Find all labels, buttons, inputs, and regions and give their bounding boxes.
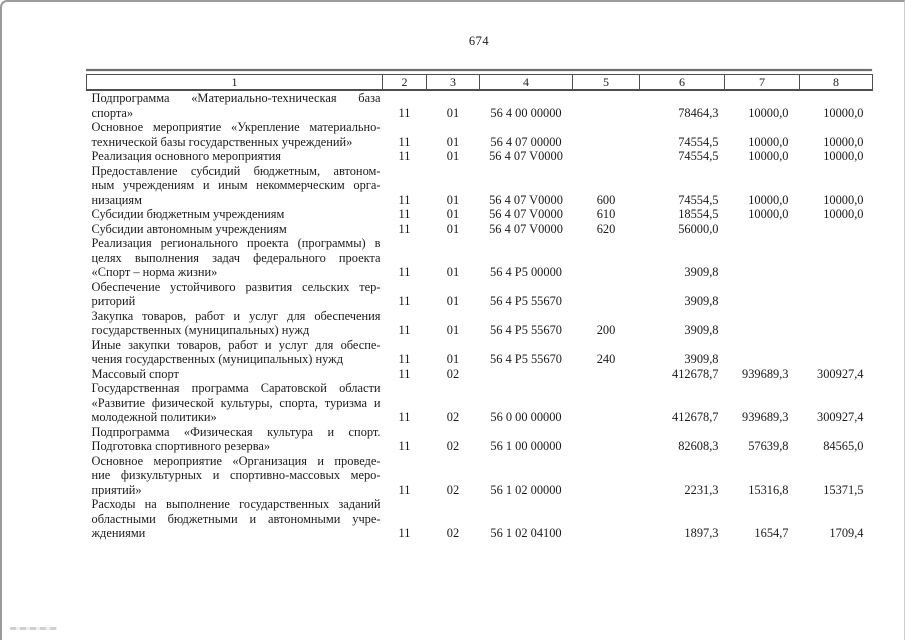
row-c5-cell <box>573 90 640 120</box>
row-c3-cell: 01 <box>446 105 460 120</box>
row-name-cell <box>87 367 383 382</box>
row-name-cell <box>87 309 383 338</box>
row-c8-cell <box>800 280 873 309</box>
row-c7-cell <box>725 280 800 309</box>
row-c8-cell <box>800 338 873 367</box>
row-name-line: «Спорт – норма жизни» <box>91 265 218 279</box>
scan-artifact-smudge <box>10 627 57 630</box>
row-c2-cell: 11 <box>398 221 411 236</box>
row-c4-cell: 56 4 07 V0000 <box>489 149 563 163</box>
header-cell-8: 8 <box>800 75 873 91</box>
table-row <box>87 309 873 338</box>
row-c6-cell: 3909,8 <box>684 265 719 279</box>
row-name-cell <box>87 90 383 120</box>
row-c8-cell <box>800 236 873 280</box>
row-c4-cell: 56 4 07 V0000 <box>489 192 563 207</box>
row-name-line: чения государственных (муниципальных) нужд <box>91 352 344 366</box>
row-c8-cell <box>800 309 873 338</box>
row-c8-cell: 10000,0 <box>823 134 864 149</box>
row-c3-cell: 02 <box>446 482 460 497</box>
row-c6-cell: 74554,5 <box>678 134 719 149</box>
row-c7-cell: 10000,0 <box>748 149 789 163</box>
row-c7-cell: 939689,3 <box>742 366 789 381</box>
row-c2-cell: 11 <box>398 192 411 207</box>
row-c4-cell <box>480 367 573 382</box>
row-c8-cell: 10000,0 <box>823 149 864 163</box>
row-c6-cell: 78464,3 <box>678 105 719 120</box>
row-name-line: Массовый спорт <box>91 366 179 381</box>
row-c4-cell: 56 4 00 00000 <box>490 105 562 120</box>
row-c2-cell: 11 <box>398 294 411 308</box>
row-c4-cell: 56 1 00 00000 <box>490 439 562 453</box>
table-row <box>87 338 873 367</box>
table-row <box>87 90 873 120</box>
page-number: 674 <box>468 34 490 48</box>
row-c3-cell: 01 <box>446 221 460 236</box>
row-name-line: Субсидии бюджетным учреждениям <box>91 207 285 221</box>
row-c3-cell: 01 <box>446 149 460 163</box>
row-name-line: областными бюджетными и автономными учре- <box>91 511 381 526</box>
row-c4-cell: 56 4 P5 55670 <box>490 323 562 337</box>
row-c5-cell: 240 <box>596 352 616 366</box>
row-c5-cell <box>573 280 640 309</box>
row-c8-cell: 10000,0 <box>823 192 864 207</box>
row-c7-cell: 10000,0 <box>748 192 789 207</box>
row-name-line: спорта» <box>91 105 134 120</box>
row-c5-cell <box>573 367 640 382</box>
row-c6-cell: 18554,5 <box>678 207 719 221</box>
row-name-line: приятий» <box>91 482 142 497</box>
row-c2-cell: 11 <box>398 482 411 497</box>
row-c6-cell: 3909,8 <box>684 323 719 337</box>
budget-table-container <box>86 69 872 541</box>
row-name-line: «Развитие физической культуры, спорта, туризма и <box>91 395 381 410</box>
row-name-line: Подпрограмма «Материально-техническая база <box>91 91 381 105</box>
row-c3-cell: 01 <box>446 294 460 308</box>
row-c4-cell: 56 4 P5 00000 <box>490 265 562 279</box>
row-name-line: Закупка товаров, работ и услуг для обеспечения <box>91 308 381 323</box>
row-name-cell <box>87 280 383 309</box>
row-c6-cell: 74554,5 <box>678 149 719 163</box>
header-cell-1: 1 <box>87 75 383 91</box>
row-c2-cell: 11 <box>398 526 411 540</box>
row-c5-cell <box>573 120 640 149</box>
table-row <box>87 120 873 149</box>
row-c3-cell: 01 <box>446 192 460 207</box>
header-cell-3: 3 <box>427 75 480 91</box>
row-name-cell <box>87 164 383 208</box>
row-name-line: Реализация регионального проекта (программы) в <box>91 236 381 250</box>
row-c3-cell: 02 <box>446 366 460 381</box>
table-row <box>87 381 873 425</box>
row-c5-cell: 620 <box>596 221 616 236</box>
row-c3-cell: 01 <box>446 352 460 366</box>
row-c2-cell: 11 <box>398 265 411 279</box>
row-name-cell <box>87 454 383 498</box>
row-c6-cell: 74554,5 <box>678 192 719 207</box>
row-name-line: Субсидии автономным учреждениям <box>91 221 287 236</box>
row-c4-cell: 56 4 P5 55670 <box>490 352 562 366</box>
row-c8-cell: 300927,4 <box>817 366 864 381</box>
table-row <box>87 207 873 222</box>
header-cell-5: 5 <box>573 75 640 91</box>
row-name-line: Основное мероприятие «Организация и проведе- <box>91 453 381 468</box>
table-row <box>87 149 873 164</box>
row-c3-cell: 01 <box>446 265 460 279</box>
row-c6-cell: 1897,3 <box>684 526 719 540</box>
row-c4-cell: 56 4 07 V0000 <box>489 207 563 221</box>
row-name-line: ным учреждениям и иным некоммерческим орга- <box>91 178 381 192</box>
row-c4-cell: 56 4 07 00000 <box>490 134 562 149</box>
table-row <box>87 425 873 454</box>
row-c8-cell: 15371,5 <box>823 482 864 497</box>
row-c4-cell: 56 1 02 04100 <box>490 526 562 540</box>
table-row <box>87 236 873 280</box>
row-c8-cell: 1709,4 <box>829 526 864 540</box>
row-c6-cell: 3909,8 <box>684 352 719 366</box>
table-row <box>87 367 873 382</box>
table-top-rule <box>86 69 872 71</box>
header-cell-6: 6 <box>640 75 725 91</box>
row-name-line: ждениями <box>91 526 146 540</box>
table-row <box>87 280 873 309</box>
row-c2-cell: 11 <box>398 410 411 424</box>
row-name-line: Расходы на выполнение государственных заданий <box>91 497 381 511</box>
row-c5-cell <box>573 497 640 541</box>
row-c8-cell: 10000,0 <box>823 105 864 120</box>
row-c6-cell: 412678,7 <box>672 410 719 424</box>
row-name-cell <box>87 236 383 280</box>
row-c7-cell: 939689,3 <box>742 410 789 424</box>
row-name-cell <box>87 120 383 149</box>
row-c3-cell: 02 <box>446 410 460 424</box>
row-c6-cell: 3909,8 <box>684 294 719 308</box>
row-name-cell <box>87 425 383 454</box>
row-c2-cell: 11 <box>398 439 411 453</box>
row-c5-cell <box>573 425 640 454</box>
row-c5-cell: 610 <box>596 207 616 221</box>
header-cell-2: 2 <box>383 75 427 91</box>
row-c8-cell: 10000,0 <box>823 207 864 221</box>
row-c7-cell <box>725 309 800 338</box>
row-c2-cell: 11 <box>398 149 411 163</box>
table-header-row <box>87 75 873 91</box>
row-c5-cell <box>573 381 640 425</box>
row-c4-cell: 56 4 07 V0000 <box>489 221 563 236</box>
row-name-cell <box>87 207 383 222</box>
row-c6-cell: 82608,3 <box>678 439 719 453</box>
row-c7-cell <box>725 338 800 367</box>
row-name-line: Иные закупки товаров, работ и услуг для обеспе- <box>91 337 381 352</box>
row-c3-cell: 02 <box>446 526 460 540</box>
row-c2-cell: 11 <box>398 134 411 149</box>
row-c3-cell: 01 <box>446 207 460 221</box>
row-c7-cell <box>725 236 800 280</box>
table-row <box>87 454 873 498</box>
row-c8-cell: 300927,4 <box>817 410 864 424</box>
row-c7-cell: 15316,8 <box>748 482 789 497</box>
header-cell-4: 4 <box>480 75 573 91</box>
budget-table <box>86 74 873 541</box>
row-c3-cell: 02 <box>446 439 460 453</box>
row-name-line: Предоставление субсидий бюджетным, автоном- <box>91 163 381 178</box>
row-c5-cell <box>573 236 640 280</box>
row-name-line: Основное мероприятие «Укрепление материально- <box>91 120 381 134</box>
row-name-line: низациям <box>91 192 142 207</box>
row-name-cell <box>87 222 383 237</box>
row-c2-cell: 11 <box>398 366 411 381</box>
row-c2-cell: 11 <box>398 352 411 366</box>
row-c6-cell: 2231,3 <box>684 482 719 497</box>
row-name-line: Реализация основного мероприятия <box>91 149 281 163</box>
row-c2-cell: 11 <box>398 323 411 337</box>
budget-table-body <box>87 90 873 541</box>
table-row <box>87 222 873 237</box>
row-c8-cell: 84565,0 <box>823 439 864 453</box>
row-c6-cell: 56000,0 <box>678 221 719 236</box>
row-c5-cell <box>573 149 640 164</box>
row-c7-cell: 1654,7 <box>754 526 789 540</box>
row-name-line: целях выполнения задач федерального проекта <box>91 250 381 265</box>
row-name-line: ние физкультурных и спортивно-массовых меро- <box>91 468 381 482</box>
row-c8-cell <box>800 222 873 237</box>
row-name-line: Подпрограмма «Физическая культура и спорт. <box>91 424 381 439</box>
table-row <box>87 497 873 541</box>
row-c4-cell: 56 0 00 00000 <box>490 410 562 424</box>
row-c3-cell: 01 <box>446 323 460 337</box>
header-cell-7: 7 <box>725 75 800 91</box>
row-name-cell <box>87 149 383 164</box>
row-c2-cell: 11 <box>398 207 411 221</box>
row-c6-cell: 412678,7 <box>672 366 719 381</box>
row-c5-cell <box>573 454 640 498</box>
row-c2-cell: 11 <box>398 105 411 120</box>
row-c7-cell <box>725 222 800 237</box>
row-c5-cell: 600 <box>596 192 616 207</box>
row-name-line: молодежной политики» <box>91 410 217 424</box>
row-name-line: Обеспечение устойчивого развития сельских тер- <box>91 279 381 294</box>
row-name-cell <box>87 381 383 425</box>
row-name-cell <box>87 497 383 541</box>
row-c7-cell: 10000,0 <box>748 105 789 120</box>
row-c4-cell: 56 1 02 00000 <box>490 482 562 497</box>
row-c7-cell: 10000,0 <box>748 207 789 221</box>
table-row <box>87 164 873 208</box>
row-name-line: Государственная программа Саратовской области <box>91 381 381 395</box>
row-c5-cell: 200 <box>596 323 616 337</box>
row-c4-cell: 56 4 P5 55670 <box>490 294 562 308</box>
row-name-line: технической базы государственных учреждений» <box>91 134 353 149</box>
row-name-line: Подготовка спортивного резерва» <box>91 439 271 453</box>
row-c7-cell: 10000,0 <box>748 134 789 149</box>
row-c3-cell: 01 <box>446 134 460 149</box>
row-c7-cell: 57639,8 <box>748 439 789 453</box>
row-name-line: риторий <box>91 294 136 308</box>
row-name-line: государственных (муниципальных) нужд <box>91 323 310 337</box>
row-name-cell <box>87 338 383 367</box>
